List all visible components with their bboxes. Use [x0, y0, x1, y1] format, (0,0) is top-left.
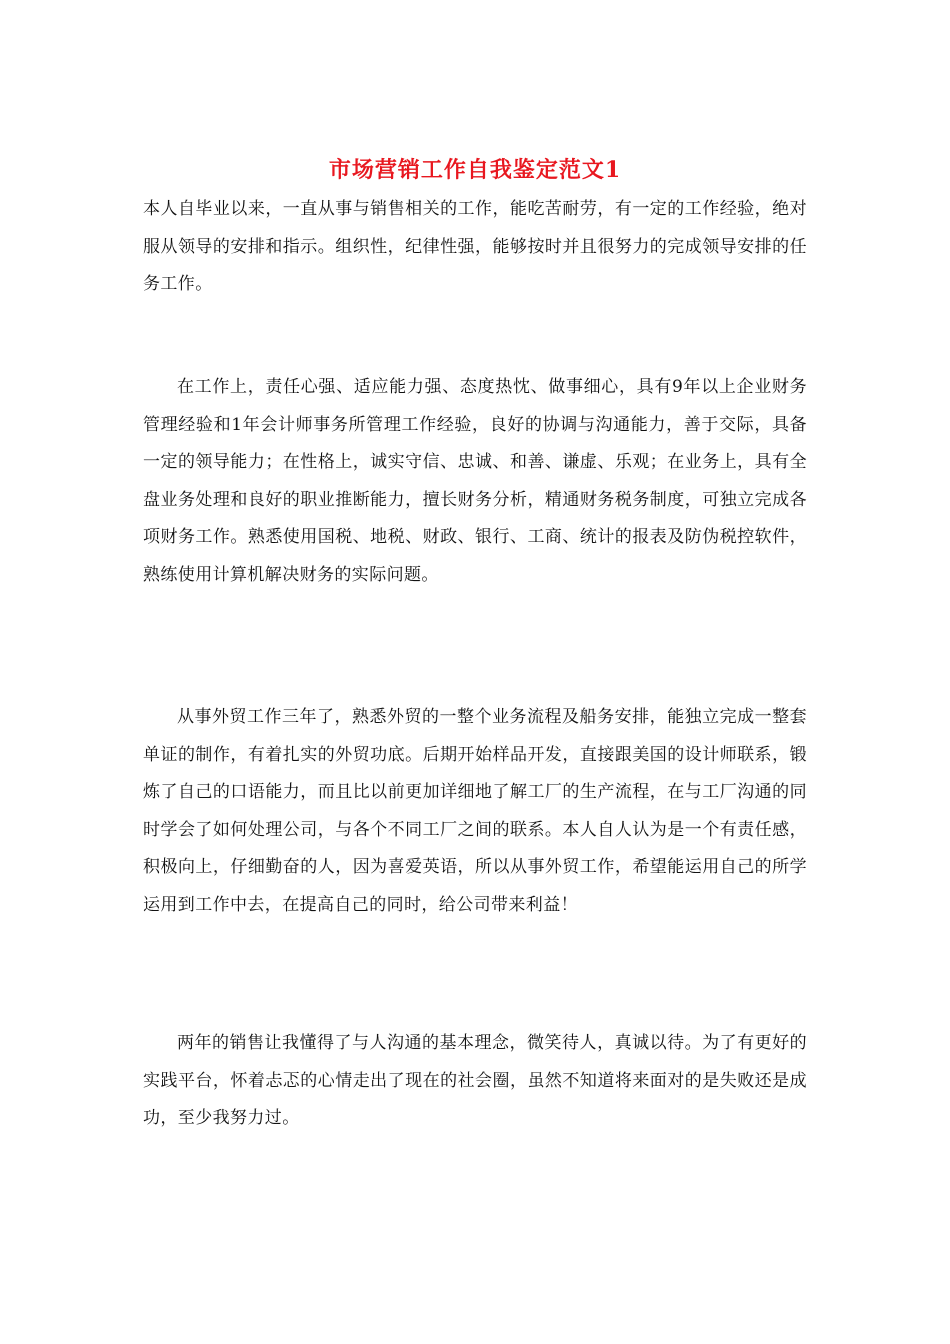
paragraph-3: 从事外贸工作三年了，熟悉外贸的一整个业务流程及船务安排，能独立完成一整套单证的制作，有着扎实的外贸功底。后期开始样品开发，直接跟美国的设计师联系，锻炼了自己的口语能力，而且比以前更加详细地了解工厂的生产流程，在与工厂沟通的同时学会了如何处理公司，与各个不同工厂之间的联系。本人自人认为是一个有责任感，积极向上，仔细勤奋的人，因为喜爱英语，所以从事外贸工作，希望能运用自己的所学运用到工作中去，在提高自己的同时，给公司带来利益！ [143, 707, 807, 915]
paragraph-1: 本人自毕业以来，一直从事与销售相关的工作，能吃苦耐劳，有一定的工作经验，绝对服从领导的安排和指示。组织性，纪律性强，能够按时并且很努力的完成领导安排的任务工作。 [143, 199, 807, 294]
paragraph-2: 在工作上，责任心强、适应能力强、态度热忱、做事细心，具有9年以上企业财务管理经验和1年会计师事务所管理工作经验，良好的协调与沟通能力，善于交际，具备一定的领导能力；在性格上，诚实守信、忠诚、和善、谦虚、乐观；在业务上，具有全盘业务处理和良好的职业推断能力，擅长财务分析，精通财务税务制度，可独立完成各项财务工作。熟悉使用国税、地税、财政、银行、工商、统计的报表及防伪税控软件，熟练使用计算机解决财务的实际问题。 [143, 377, 807, 585]
paragraph-4: 两年的销售让我懂得了与人沟通的基本理念，微笑待人，真诚以待。为了有更好的实践平台，怀着忐忑的心情走出了现在的社会圈，虽然不知道将来面对的是失败还是成功，至少我努力过。 [143, 1033, 807, 1128]
document-title: 市场营销工作自我鉴定范文1 [328, 157, 622, 183]
